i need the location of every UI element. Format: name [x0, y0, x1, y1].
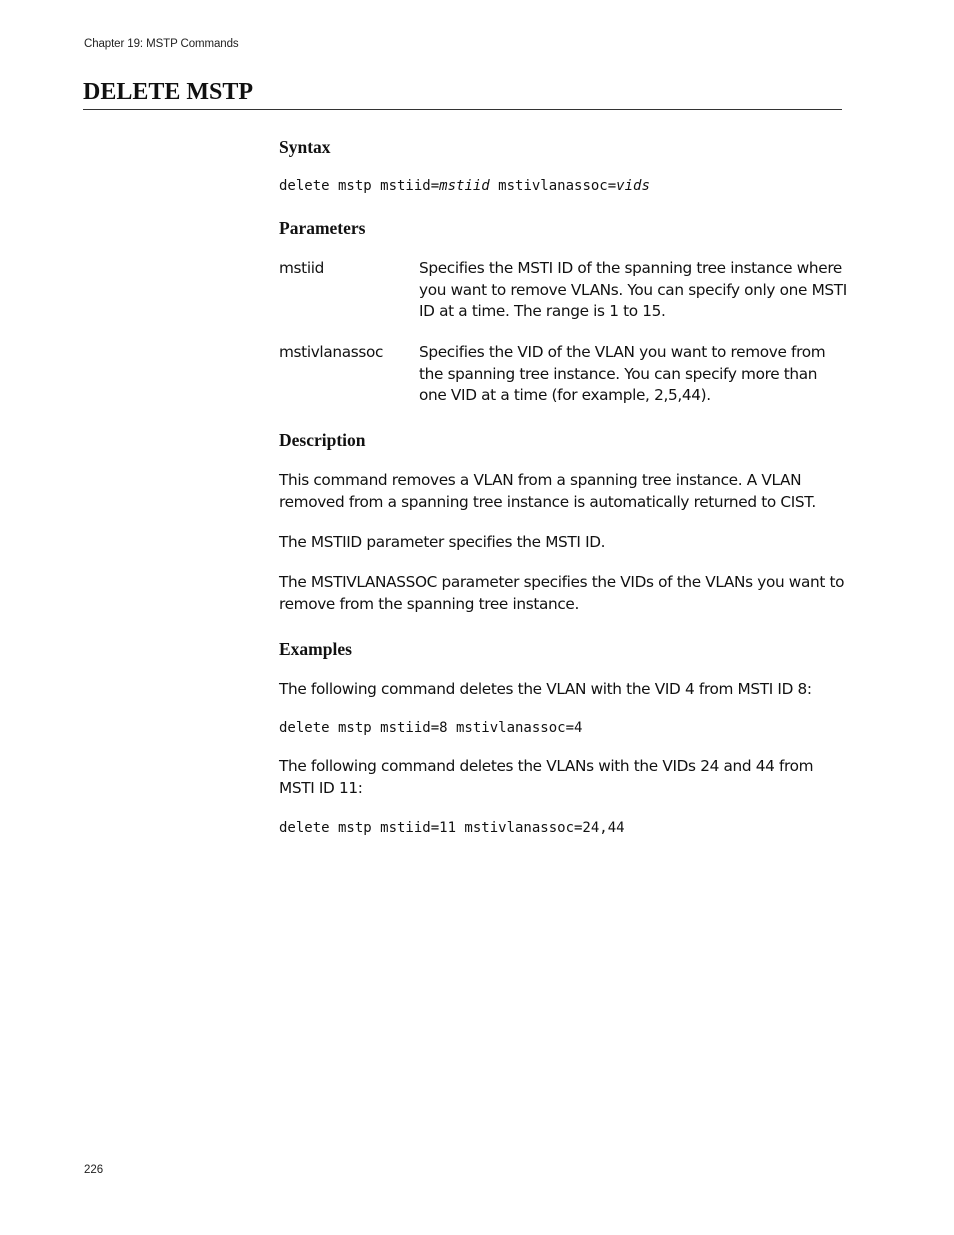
syntax-command-prefix: delete mstp mstiid=: [279, 178, 440, 194]
examples-heading: Examples: [279, 639, 352, 659]
example-command: delete mstp mstiid=11 mstivlanassoc=24,44: [279, 820, 625, 836]
syntax-arg-mstiid: mstiid: [439, 178, 490, 194]
example-text: The following command deletes the VLAN with the VID 4 from MSTI ID 8:: [279, 680, 812, 698]
description-paragraph: The MSTIID parameter specifies the MSTI ID.: [279, 533, 606, 551]
parameter-description: Specifies the VID of the VLAN you want to remove from the spanning tree instance. You can specify more than one VID at a time (for example, 2,5,44).: [419, 343, 826, 404]
title-divider: [83, 109, 842, 110]
syntax-command: [279, 176, 650, 196]
syntax-heading: Syntax: [279, 137, 331, 157]
description-heading: Description: [279, 430, 366, 450]
parameter-description: Specifies the MSTI ID of the spanning tree instance where you want to remove VLANs. You can specify only one MSTI ID at a time. The range is 1 to 15.: [419, 259, 847, 320]
syntax-arg-vids: vids: [616, 178, 650, 194]
parameter-name: mstivlanassoc: [279, 343, 384, 361]
example-command: delete mstp mstiid=8 mstivlanassoc=4: [279, 720, 583, 736]
description-paragraph: This command removes a VLAN from a spanning tree instance. A VLAN removed from a spanning tree instance is automatically returned to CIST.: [279, 471, 816, 511]
parameter-name: mstiid: [279, 259, 324, 277]
example-text: The following command deletes the VLANs with the VIDs 24 and 44 from MSTI ID 11:: [279, 757, 814, 797]
page-title: DELETE MSTP: [83, 79, 254, 105]
parameters-heading: Parameters: [279, 218, 366, 238]
page-number: 226: [84, 1164, 104, 1176]
running-header: Chapter 19: MSTP Commands: [84, 38, 239, 50]
description-paragraph: The MSTIVLANASSOC parameter specifies the VIDs of the VLANs you want to remove from the spanning tree instance.: [279, 573, 845, 613]
syntax-command-middle: mstivlanassoc=: [489, 178, 617, 194]
